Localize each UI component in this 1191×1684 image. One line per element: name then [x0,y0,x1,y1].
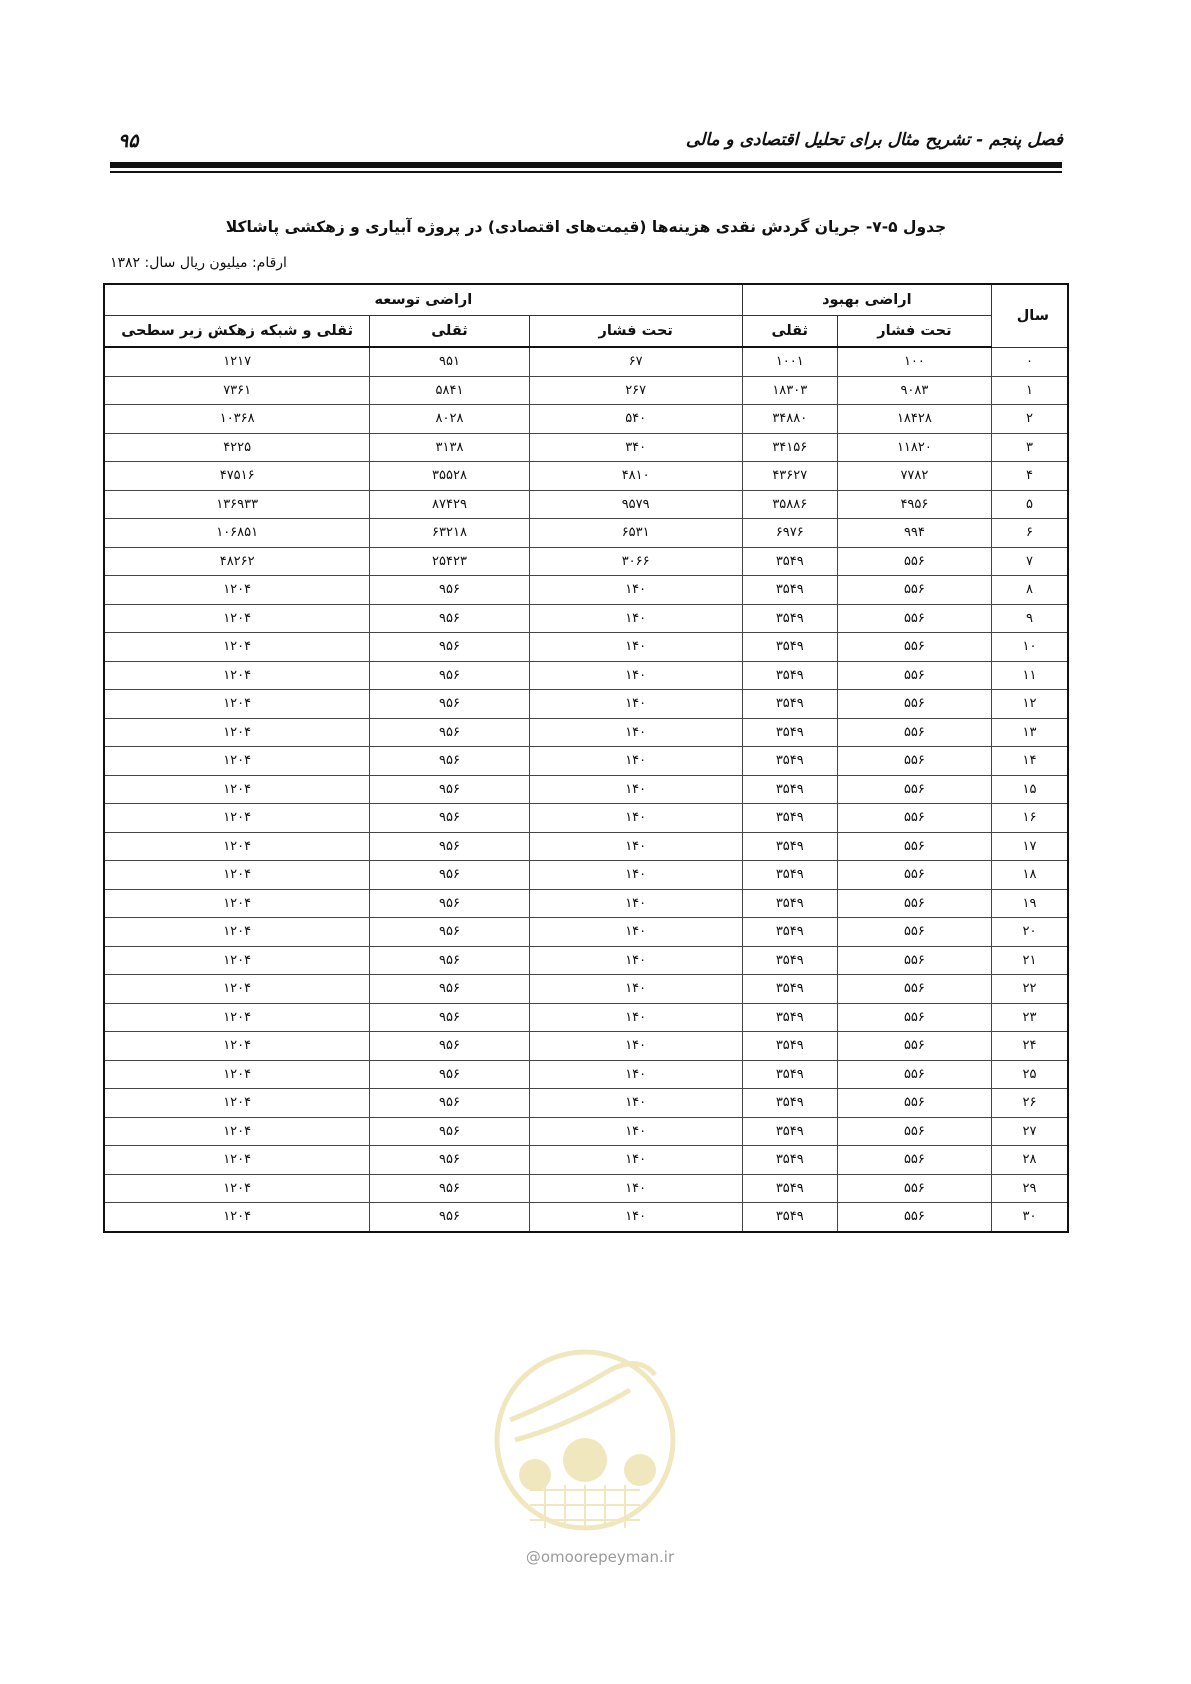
developed-gravity-cell: ۹۵۶ [370,1117,529,1146]
developed-pressurized-cell: ۳۰۶۶ [529,547,742,576]
improved-pressurized-cell: ۵۵۶ [837,604,991,633]
year-cell: ۱۱ [991,661,1068,690]
developed-gravity-drainage-cell: ۱۲۰۴ [104,1203,370,1232]
developed-gravity-cell: ۹۵۶ [370,918,529,947]
developed-pressurized-cell: ۱۴۰ [529,576,742,605]
year-cell: ۶ [991,519,1068,548]
improved-pressurized-cell: ۵۵۶ [837,804,991,833]
developed-gravity-cell: ۹۵۶ [370,1032,529,1061]
improved-pressurized-cell: ۹۹۴ [837,519,991,548]
developed-gravity-drainage-header: ثقلی و شبکه زهکش زیر سطحی [104,316,370,348]
developed-gravity-drainage-cell: ۱۲۱۷ [104,347,370,376]
table-row [104,661,1068,690]
developed-gravity-cell: ۹۵۶ [370,1003,529,1032]
developed-pressurized-cell: ۱۴۰ [529,661,742,690]
running-title: فصل پنجم - تشریح مثال برای تحلیل اقتصادی و مالی [685,130,1063,150]
developed-gravity-drainage-cell: ۱۲۰۴ [104,576,370,605]
improved-pressurized-cell: ۵۵۶ [837,576,991,605]
developed-pressurized-cell: ۶۵۳۱ [529,519,742,548]
developed-pressurized-cell: ۱۴۰ [529,975,742,1004]
table-row [104,576,1068,605]
improved-pressurized-cell: ۵۵۶ [837,889,991,918]
developed-gravity-drainage-cell: ۱۲۰۴ [104,1089,370,1118]
watermark-logo-icon [490,1330,680,1570]
year-cell: ۱۷ [991,832,1068,861]
improved-pressurized-cell: ۵۵۶ [837,633,991,662]
developed-pressurized-cell: ۱۴۰ [529,832,742,861]
year-cell: ۱۳ [991,718,1068,747]
improved-gravity-cell: ۳۵۴۹ [742,1003,837,1032]
developed-gravity-drainage-cell: ۷۳۶۱ [104,376,370,405]
improved-pressurized-cell: ۹۰۸۳ [837,376,991,405]
page-number: ۹۵ [118,130,139,152]
improved-gravity-cell: ۳۵۴۹ [742,861,837,890]
developed-pressurized-header: تحت فشار [529,316,742,348]
year-cell: ۱۴ [991,747,1068,776]
year-cell: ۱۰ [991,633,1068,662]
developed-gravity-cell: ۶۳۲۱۸ [370,519,529,548]
improved-gravity-cell: ۳۵۴۹ [742,804,837,833]
improved-gravity-cell: ۱۸۳۰۳ [742,376,837,405]
table-row [104,433,1068,462]
table-row [104,490,1068,519]
developed-gravity-drainage-cell: ۱۲۰۴ [104,804,370,833]
improved-gravity-cell: ۳۴۸۸۰ [742,405,837,434]
year-cell: ۲۷ [991,1117,1068,1146]
improved-gravity-cell: ۳۵۴۹ [742,1146,837,1175]
developed-gravity-drainage-cell: ۱۲۰۴ [104,889,370,918]
developed-gravity-drainage-cell: ۱۲۰۴ [104,1060,370,1089]
developed-gravity-cell: ۹۵۶ [370,1060,529,1089]
developed-gravity-drainage-cell: ۱۲۰۴ [104,975,370,1004]
table-row [104,804,1068,833]
improved-pressurized-cell: ۵۵۶ [837,1060,991,1089]
developed-pressurized-cell: ۱۴۰ [529,918,742,947]
developed-gravity-drainage-cell: ۱۲۰۴ [104,918,370,947]
year-cell: ۸ [991,576,1068,605]
improved-gravity-cell: ۳۴۱۵۶ [742,433,837,462]
year-cell: ۱ [991,376,1068,405]
improved-pressurized-cell: ۵۵۶ [837,861,991,890]
developed-gravity-drainage-cell: ۱۲۰۴ [104,633,370,662]
improved-gravity-cell: ۶۹۷۶ [742,519,837,548]
table-row [104,889,1068,918]
table-row [104,861,1068,890]
improved-pressurized-cell: ۵۵۶ [837,690,991,719]
developed-gravity-drainage-cell: ۱۰۳۶۸ [104,405,370,434]
developed-gravity-drainage-cell: ۱۲۰۴ [104,1032,370,1061]
developed-gravity-drainage-cell: ۱۲۰۴ [104,1003,370,1032]
year-cell: ۳۰ [991,1203,1068,1232]
year-cell: ۱۸ [991,861,1068,890]
improved-gravity-cell: ۳۵۴۹ [742,661,837,690]
improved-gravity-cell: ۳۵۴۹ [742,547,837,576]
year-cell: ۴ [991,462,1068,491]
developed-gravity-cell: ۹۵۶ [370,1089,529,1118]
developed-pressurized-cell: ۵۴۰ [529,405,742,434]
table-row [104,462,1068,491]
table-row [104,547,1068,576]
year-cell: ۲۲ [991,975,1068,1004]
developed-pressurized-cell: ۱۴۰ [529,1117,742,1146]
improved-pressurized-cell: ۴۹۵۶ [837,490,991,519]
header-rule-thick [110,162,1062,168]
developed-pressurized-cell: ۱۴۰ [529,1146,742,1175]
improved-gravity-cell: ۳۵۴۹ [742,604,837,633]
improved-pressurized-cell: ۵۵۶ [837,1003,991,1032]
developed-gravity-cell: ۹۵۶ [370,604,529,633]
developed-pressurized-cell: ۱۴۰ [529,747,742,776]
table-row [104,747,1068,776]
improved-pressurized-cell: ۵۵۶ [837,661,991,690]
improved-gravity-cell: ۳۵۴۹ [742,1060,837,1089]
improved-pressurized-header: تحت فشار [837,316,991,348]
developed-gravity-cell: ۹۵۶ [370,889,529,918]
table-row [104,1003,1068,1032]
developed-pressurized-cell: ۱۴۰ [529,775,742,804]
table-row [104,1203,1068,1232]
improved-pressurized-cell: ۷۷۸۲ [837,462,991,491]
table-row [104,633,1068,662]
table-row [104,1032,1068,1061]
year-cell: ۹ [991,604,1068,633]
improved-pressurized-cell: ۱۸۴۲۸ [837,405,991,434]
developed-pressurized-cell: ۱۴۰ [529,1032,742,1061]
developed-gravity-cell: ۹۵۶ [370,832,529,861]
table-row [104,690,1068,719]
developed-gravity-cell: ۹۵۶ [370,1174,529,1203]
developed-pressurized-cell: ۱۴۰ [529,690,742,719]
developed-gravity-cell: ۹۵۶ [370,633,529,662]
developed-gravity-drainage-cell: ۱۲۰۴ [104,747,370,776]
improved-pressurized-cell: ۵۵۶ [837,747,991,776]
developed-gravity-cell: ۹۵۶ [370,861,529,890]
improved-gravity-cell: ۴۳۶۲۷ [742,462,837,491]
developed-pressurized-cell: ۱۴۰ [529,604,742,633]
improved-pressurized-cell: ۵۵۶ [837,1117,991,1146]
table-row [104,918,1068,947]
improved-gravity-cell: ۳۵۴۹ [742,576,837,605]
developed-pressurized-cell: ۱۴۰ [529,718,742,747]
developed-gravity-drainage-cell: ۱۲۰۴ [104,718,370,747]
developed-pressurized-cell: ۱۴۰ [529,861,742,890]
improved-gravity-cell: ۳۵۴۹ [742,946,837,975]
improved-gravity-cell: ۳۵۴۹ [742,718,837,747]
developed-gravity-cell: ۹۵۶ [370,975,529,1004]
developed-gravity-drainage-cell: ۱۰۶۸۵۱ [104,519,370,548]
developed-gravity-cell: ۳۵۵۲۸ [370,462,529,491]
improved-gravity-cell: ۱۰۰۱ [742,347,837,376]
year-cell: ۲۱ [991,946,1068,975]
developed-gravity-drainage-cell: ۱۲۰۴ [104,661,370,690]
developed-gravity-cell: ۹۵۶ [370,775,529,804]
improved-pressurized-cell: ۵۵۶ [837,775,991,804]
table-row [104,975,1068,1004]
developed-gravity-drainage-cell: ۴۸۲۶۲ [104,547,370,576]
table-caption: جدول ۵-۷- جریان گردش نقدی هزینه‌ها (قیمت‌های اقتصادی) در پروژه آبیاری و زهکشی پاشاکلا [225,218,947,236]
developed-gravity-drainage-cell: ۴۷۵۱۶ [104,462,370,491]
year-cell: ۱۶ [991,804,1068,833]
improved-gravity-cell: ۳۵۴۹ [742,1117,837,1146]
developed-lands-header: اراضی توسعه [104,284,742,316]
developed-pressurized-cell: ۱۴۰ [529,1089,742,1118]
year-cell: ۲۳ [991,1003,1068,1032]
year-cell: ۲۰ [991,918,1068,947]
improved-pressurized-cell: ۵۵۶ [837,1032,991,1061]
developed-gravity-cell: ۹۵۶ [370,946,529,975]
table-row [104,405,1068,434]
header-rule-thin [110,171,1062,173]
table-row [104,1060,1068,1089]
table-row [104,832,1068,861]
developed-gravity-drainage-cell: ۱۲۰۴ [104,690,370,719]
developed-pressurized-cell: ۱۴۰ [529,1174,742,1203]
improved-pressurized-cell: ۵۵۶ [837,832,991,861]
improved-gravity-cell: ۳۵۴۹ [742,1203,837,1232]
developed-pressurized-cell: ۶۷ [529,347,742,376]
watermark-url: @omoorepeyman.ir [525,1548,675,1566]
improved-pressurized-cell: ۵۵۶ [837,1203,991,1232]
table-row [104,946,1068,975]
year-cell: ۱۵ [991,775,1068,804]
table-row [104,718,1068,747]
improved-gravity-cell: ۳۵۴۹ [742,633,837,662]
table-row [104,519,1068,548]
developed-gravity-drainage-cell: ۱۲۰۴ [104,1174,370,1203]
developed-gravity-cell: ۵۸۴۱ [370,376,529,405]
developed-pressurized-cell: ۱۴۰ [529,889,742,918]
year-cell: ۵ [991,490,1068,519]
improved-pressurized-cell: ۵۵۶ [837,1146,991,1175]
developed-pressurized-cell: ۹۵۷۹ [529,490,742,519]
improved-pressurized-cell: ۱۱۸۲۰ [837,433,991,462]
developed-gravity-drainage-cell: ۱۲۰۴ [104,861,370,890]
improved-gravity-cell: ۳۵۴۹ [742,918,837,947]
year-cell: ۷ [991,547,1068,576]
improved-pressurized-cell: ۵۵۶ [837,547,991,576]
year-cell: ۳ [991,433,1068,462]
improved-gravity-cell: ۳۵۸۸۶ [742,490,837,519]
developed-pressurized-cell: ۱۴۰ [529,946,742,975]
improved-gravity-cell: ۳۵۴۹ [742,690,837,719]
improved-gravity-cell: ۳۵۴۹ [742,1174,837,1203]
improved-pressurized-cell: ۵۵۶ [837,718,991,747]
developed-gravity-cell: ۹۵۶ [370,747,529,776]
developed-pressurized-cell: ۱۴۰ [529,1060,742,1089]
improved-gravity-cell: ۳۵۴۹ [742,775,837,804]
developed-gravity-cell: ۲۵۴۲۳ [370,547,529,576]
table-row [104,1117,1068,1146]
developed-gravity-drainage-cell: ۱۲۰۴ [104,946,370,975]
year-cell: ۲۶ [991,1089,1068,1118]
improved-pressurized-cell: ۵۵۶ [837,975,991,1004]
developed-gravity-drainage-cell: ۴۲۲۵ [104,433,370,462]
developed-gravity-cell: ۹۵۶ [370,661,529,690]
year-cell: ۱۲ [991,690,1068,719]
developed-gravity-drainage-cell: ۱۳۶۹۳۳ [104,490,370,519]
developed-pressurized-cell: ۱۴۰ [529,1003,742,1032]
developed-gravity-cell: ۹۵۶ [370,1146,529,1175]
improved-lands-header: اراضی بهبود [742,284,991,316]
year-cell: ۲۸ [991,1146,1068,1175]
table-row [104,1174,1068,1203]
improved-pressurized-cell: ۵۵۶ [837,946,991,975]
improved-pressurized-cell: ۱۰۰ [837,347,991,376]
developed-gravity-cell: ۳۱۳۸ [370,433,529,462]
year-cell: ۲۹ [991,1174,1068,1203]
table-row [104,604,1068,633]
developed-gravity-header: ثقلی [370,316,529,348]
improved-pressurized-cell: ۵۵۶ [837,1174,991,1203]
developed-gravity-cell: ۹۵۶ [370,690,529,719]
table-row [104,376,1068,405]
table-body [104,347,1068,1232]
improved-gravity-cell: ۳۵۴۹ [742,1032,837,1061]
developed-gravity-drainage-cell: ۱۲۰۴ [104,832,370,861]
developed-pressurized-cell: ۳۴۰ [529,433,742,462]
improved-gravity-cell: ۳۵۴۹ [742,832,837,861]
year-header: سال [991,284,1068,347]
developed-gravity-cell: ۹۵۶ [370,804,529,833]
improved-gravity-cell: ۳۵۴۹ [742,1089,837,1118]
developed-gravity-cell: ۹۵۶ [370,718,529,747]
improved-pressurized-cell: ۵۵۶ [837,918,991,947]
cashflow-table [103,283,1069,1233]
developed-gravity-cell: ۹۵۱ [370,347,529,376]
developed-pressurized-cell: ۱۴۰ [529,804,742,833]
developed-pressurized-cell: ۱۴۰ [529,633,742,662]
developed-gravity-drainage-cell: ۱۲۰۴ [104,1146,370,1175]
year-cell: ۱۹ [991,889,1068,918]
developed-pressurized-cell: ۴۸۱۰ [529,462,742,491]
year-cell: ۲۴ [991,1032,1068,1061]
developed-gravity-drainage-cell: ۱۲۰۴ [104,775,370,804]
developed-gravity-cell: ۹۵۶ [370,576,529,605]
developed-gravity-drainage-cell: ۱۲۰۴ [104,604,370,633]
table-row [104,1146,1068,1175]
improved-gravity-cell: ۳۵۴۹ [742,747,837,776]
developed-gravity-cell: ۸۷۴۲۹ [370,490,529,519]
developed-gravity-cell: ۸۰۲۸ [370,405,529,434]
units-note: ارقام: میلیون ریال سال: ۱۳۸۲ [110,255,287,271]
developed-pressurized-cell: ۲۶۷ [529,376,742,405]
improved-gravity-cell: ۳۵۴۹ [742,889,837,918]
developed-gravity-drainage-cell: ۱۲۰۴ [104,1117,370,1146]
year-cell: ۲۵ [991,1060,1068,1089]
improved-pressurized-cell: ۵۵۶ [837,1089,991,1118]
year-cell: ۰ [991,347,1068,376]
developed-gravity-cell: ۹۵۶ [370,1203,529,1232]
improved-gravity-header: ثقلی [742,316,837,348]
year-cell: ۲ [991,405,1068,434]
developed-pressurized-cell: ۱۴۰ [529,1203,742,1232]
improved-gravity-cell: ۳۵۴۹ [742,975,837,1004]
table-row [104,775,1068,804]
table-row [104,1089,1068,1118]
table-row [104,347,1068,376]
